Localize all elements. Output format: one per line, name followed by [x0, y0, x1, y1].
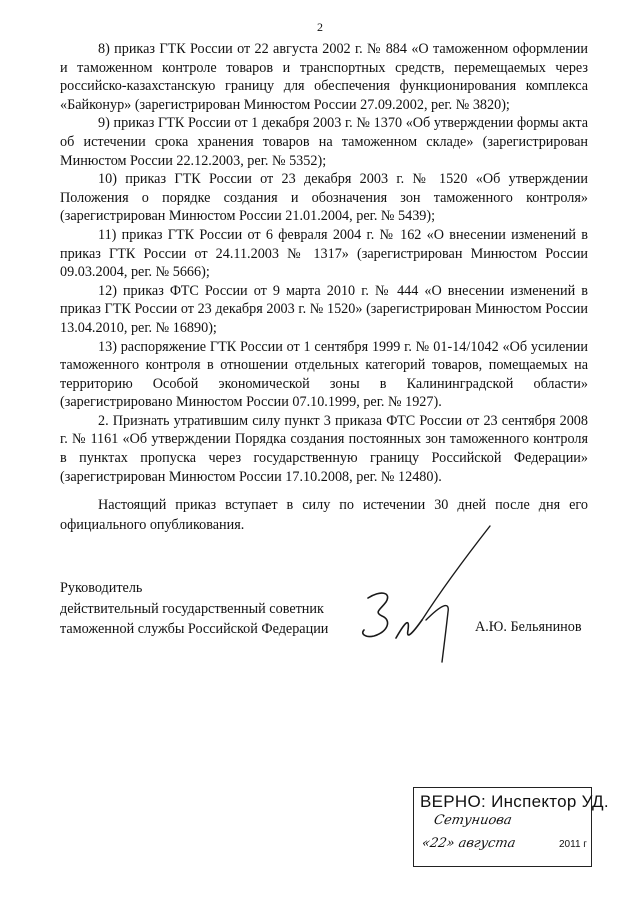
signatory-title — [60, 578, 328, 640]
list-item: 13) распоряжение ГТК России от 1 сентября 1999 г. № 01-14/1042 «Об усилении таможенного контроля в отношении отдельных категорий товаров, помещаемых на территорию Особой экономической зоны в Калининградской области» (зарегистрировано Минюстом России 07.10.1999, рег. № 1927). — [60, 338, 588, 411]
stamp-handwritten-date: «22» августа — [420, 836, 517, 851]
list-item: 11) приказ ГТК России от 6 февраля 2004 г. № 162 «О внесении изменений в приказ ГТК России от 24.11.2003 № 1317» (зарегистрирован Минюстом России 09.03.2004, рег. № 5666); — [60, 226, 588, 281]
signatory-title-line: действительный государственный советник — [60, 600, 324, 617]
stamp-title: ВЕРНО: Инспектор УД. — [420, 792, 609, 811]
list-item: 8) приказ ГТК России от 22 августа 2002 г. № 884 «О таможенном оформлении и таможенном контроле товаров и транспортных средств, перемещаемых через российско-казахстанскую границу для обеспечения функционирования комплекса «Байконур» (зарегистрирован Минюстом России 27.09.2002, рег. № 3820); — [60, 41, 588, 113]
closing-paragraph: Настоящий приказ вступает в силу по истечении 30 дней после дня его официального опубликования. — [60, 497, 588, 533]
signatory-name: А.Ю. Бельянинов — [475, 619, 582, 635]
list-item: 12) приказ ФТС России от 9 марта 2010 г. № 444 «О внесении изменений в приказ ГТК России от 23 декабря 2003 г. № 1520» (зарегистрирован Минюстом России 13.04.2010, рег. № 16890); — [60, 282, 588, 336]
list-item: 2. Признать утратившим силу пункт 3 приказа ФТС России от 23 сентября 2008 г. № 1161 «Об утверждении Порядка создания постоянных зон таможенного контроля в пунктах пропуска через государственную границу Российской Федерации» (зарегистрирован Минюстом России 17.10.2008, рег. № 12480). — [60, 412, 588, 485]
signatory-title-line: таможенной службы Российской Федерации — [60, 621, 329, 637]
handwritten-signature — [330, 520, 530, 670]
list-item: 9) приказ ГТК России от 1 декабря 2003 г. № 1370 «Об утверждении формы акта об истечении срока хранения товаров на таможенном складе» (зарегистрирован Минюстом России 22.12.2003, рег. № 5352); — [60, 115, 588, 169]
certification-stamp — [413, 787, 609, 867]
stamp-handwritten-name: Сетуниова — [432, 813, 513, 828]
page-number: 2 — [317, 20, 323, 34]
list-item: 10) приказ ГТК России от 23 декабря 2003 г. № 1520 «Об утверждении Положения о порядке создания и обозначения зон таможенного контроля» (зарегистрирован Минюстом России 21.01.2004, рег. № 5439); — [60, 171, 588, 225]
signatory-title-line: Руководитель — [60, 580, 143, 596]
document-body — [60, 40, 588, 486]
stamp-year: 2011 г — [559, 839, 587, 850]
